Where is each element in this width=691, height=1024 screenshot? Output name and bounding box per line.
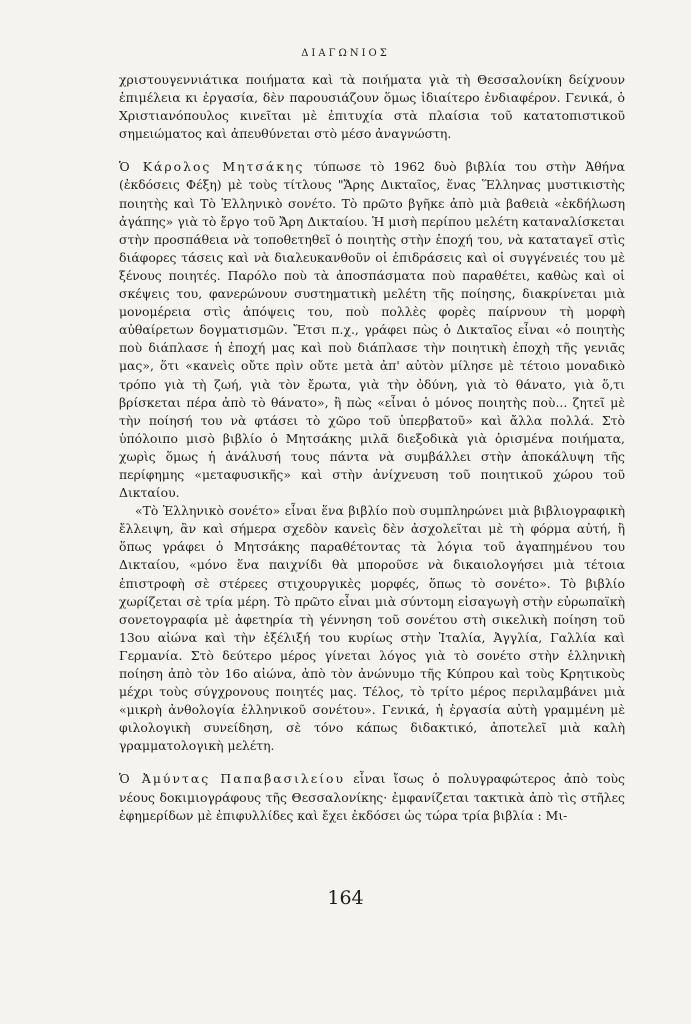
paragraph-2 — [119, 158, 625, 502]
paragraph-3: «Τὸ Ἑλληνικὸ σονέτο» εἶναι ἕνα βιβλίο ποὺ συμπληρώνει μιὰ βιβλιογραφικὴ ἔλλειψη, ἂν καὶ σήμερα σχεδὸν κανεὶς δὲν ἀσχολεῖται μὲ τὴ φόρμα αὐτή, ἢ ὅπως γράφει ὁ Μητσάκης παραθέτοντας τὰ λόγια τοῦ ἀγαπημένου του Δικταίου, «μόνο ἕνα παιχνίδι θὰ μποροῦσε νὰ δικαιολογήσει μιὰ τέτοια ἐπιστροφὴ σὲ στέρεες στιχουργικὲς μορφές, ὅπως τὸ σονέτο». Τὸ βιβλίο χωρίζεται σὲ τρία μέρη. Τὸ πρῶτο εἶναι μιὰ σύντομη εἰσαγωγὴ στὴν εὐρωπαϊκὴ σονετογραφία μὲ ἀφετηρία τὴ γέννηση τοῦ σονέτου στὴ σικελικὴ ποίηση τοῦ 13ου αἰώνα καὶ τὴν ἐξέλιξή του κυρίως στὴν Ἰταλία, Ἀγγλία, Γαλλία καὶ Γερμανία. Στὸ δεύτερο μέρος γίνεται λόγος γιὰ τὸ σονέτο στὴν ἑλληνικὴ ποίηση ἀπὸ τὸν 16ο αἰώνα, ἀπὸ τὸν ἀνώνυμο τῆς Κύπρου καὶ τοὺς Κρητικοὺς μέχρι τοὺς σύγχρονους ποιητές μας. Τέλος, τὸ τρίτο μέρος περιλαμβάνει μιὰ «μικρὴ ἀνθολογία ἑλληνικοῦ σονέτου». Γενικά, ἡ ἐργασία αὐτὴ γραμμένη μὲ φιλολογικὴ συνείδηση, σὲ τόνο κάπως διδακτικό, ἀποτελεῖ μιὰ καλὴ γραμματολογικὴ μελέτη. — [119, 503, 625, 754]
spaced-author-name: Ὁ Ἀμύντας Παπαβασιλείου — [119, 771, 346, 787]
body-text — [119, 71, 625, 825]
page-number: 164 — [327, 887, 364, 909]
paragraph-text: εἶναι ἴσως ὁ πολυγραφώτερος ἀπὸ τοὺς νέους δοκιμιογράφους τῆς Θεσσαλονίκης· ἐμφανίζεται τακτικὰ ἀπὸ τὶς στῆλες ἐφημερίδων μὲ ἐπιφυλλίδες καὶ ἔχει ἐκδόσει ὡς τώρα τρία βιβλία : Μι- — [119, 771, 625, 823]
spaced-author-name: Ὁ Κάρολος Μητσάκης — [119, 159, 305, 175]
running-head: ΔΙΑΓΩΝΙΟΣ — [301, 48, 390, 59]
paragraph-1: χριστουγεννιάτικα ποιήματα καὶ τὰ ποιήματα γιὰ τὴ Θεσσαλονίκη δείχνουν ἐπιμέλεια κι ἐργασία, δὲν παρουσιάζουν ὅμως ἰδιαίτερο ἐνδιαφέρον. Γενικά, ὁ Χριστιανόπουλος κινεῖται μὲ ἐπιτυχία στὰ πλαίσια τοῦ κατατοπιστικοῦ σημειώματος καὶ ἀπευθύνεται στὸ μέσο ἀναγνώστη. — [119, 72, 625, 142]
paragraph-4 — [119, 770, 625, 824]
paragraph-text: τύπωσε τὸ 1962 δυὸ βιβλία του στὴν Ἀθήνα (ἐκδόσεις Φέξη) μὲ τοὺς τίτλους "Ἄρης Δικταῖος, ἕνας Ἕλληνας μυστικιστὴς ποιητὴς καὶ Τὸ Ἑλληνικὸ σονέτο. Τὸ πρῶτο βγῆκε ἀπὸ μιὰ βαθειὰ «ἐκδήλωση ἀγάπης» γιὰ τὸ ἔργο τοῦ Ἄρη Δικταίου. Ἡ μισὴ περίπου μελέτη καταναλίσκεται στὴν προσπάθεια νὰ τοποθετηθεῖ ὁ ποιητὴς στὴν ἐποχή του, νὰ καταταγεῖ στὶς διάφορες τάσεις καὶ νὰ διαλευκανθοῦν οἱ ἐπιδράσεις καὶ οἱ συγγένειές του μὲ ξένους ποιητές. Παρόλο ποὺ τὰ ἀποσπάσματα ποὺ παραθέτει, καθὼς καὶ οἱ σκέψεις του, φανερώνουν συστηματικὴ μελέτη τῆς ποίησης, διακρίνεται μιὰ μονομέρεια στὶς ἀπόψεις του, ποὺ πολλὲς φορὲς παίρνουν τὴ μορφὴ αὐθαίρετων δογματισμῶν. Ἔτσι π.χ., γράφει πὼς ὁ Δικταῖος εἶναι «ὁ ποιητὴς ποὺ διάπλασε ἡ ἐποχή μας καὶ ποὺ διάπλασε τὴν ποιητικὴ ἐποχὴ τῆς γενιᾶς μας», ὅτι «κανεὶς οὔτε πρὶν οὔτε μετὰ ἀπ' αὐτὸν μίλησε μὲ τέτοιο μοναδικὸ τρόπο γιὰ τὴ ζωή, γιὰ τὸν ἔρωτα, γιὰ τὴν ὀδύνη, γιὰ τὸ θάνατο, γιὰ ὅ,τι βρίσκεται πέρα ἀπὸ τὸ θάνατο», ἢ πὼς «εἶναι ὁ μόνος ποιητὴς ποὺ... ζητεῖ μὲ τὴν ποίησή του νὰ φτάσει τὸ χῶρο τοῦ ὑπερβατοῦ» καὶ ἄλλα πολλά. Στὸ ὑπόλοιπο μισὸ βιβλίο ὁ Μητσάκης μιλᾶ διεξοδικὰ γιὰ ὁρισμένα ποιήματα, χωρὶς ὅμως ἡ ἀνάλυσή τους πάντα νὰ συμβάλλει στὴν ἀποκάλυψη τῆς περίφημης «μεταφυσικῆς» καὶ στὴν ἀνίχνευση τοῦ ποιητικοῦ χώρου τοῦ Δικταίου. — [119, 159, 626, 501]
